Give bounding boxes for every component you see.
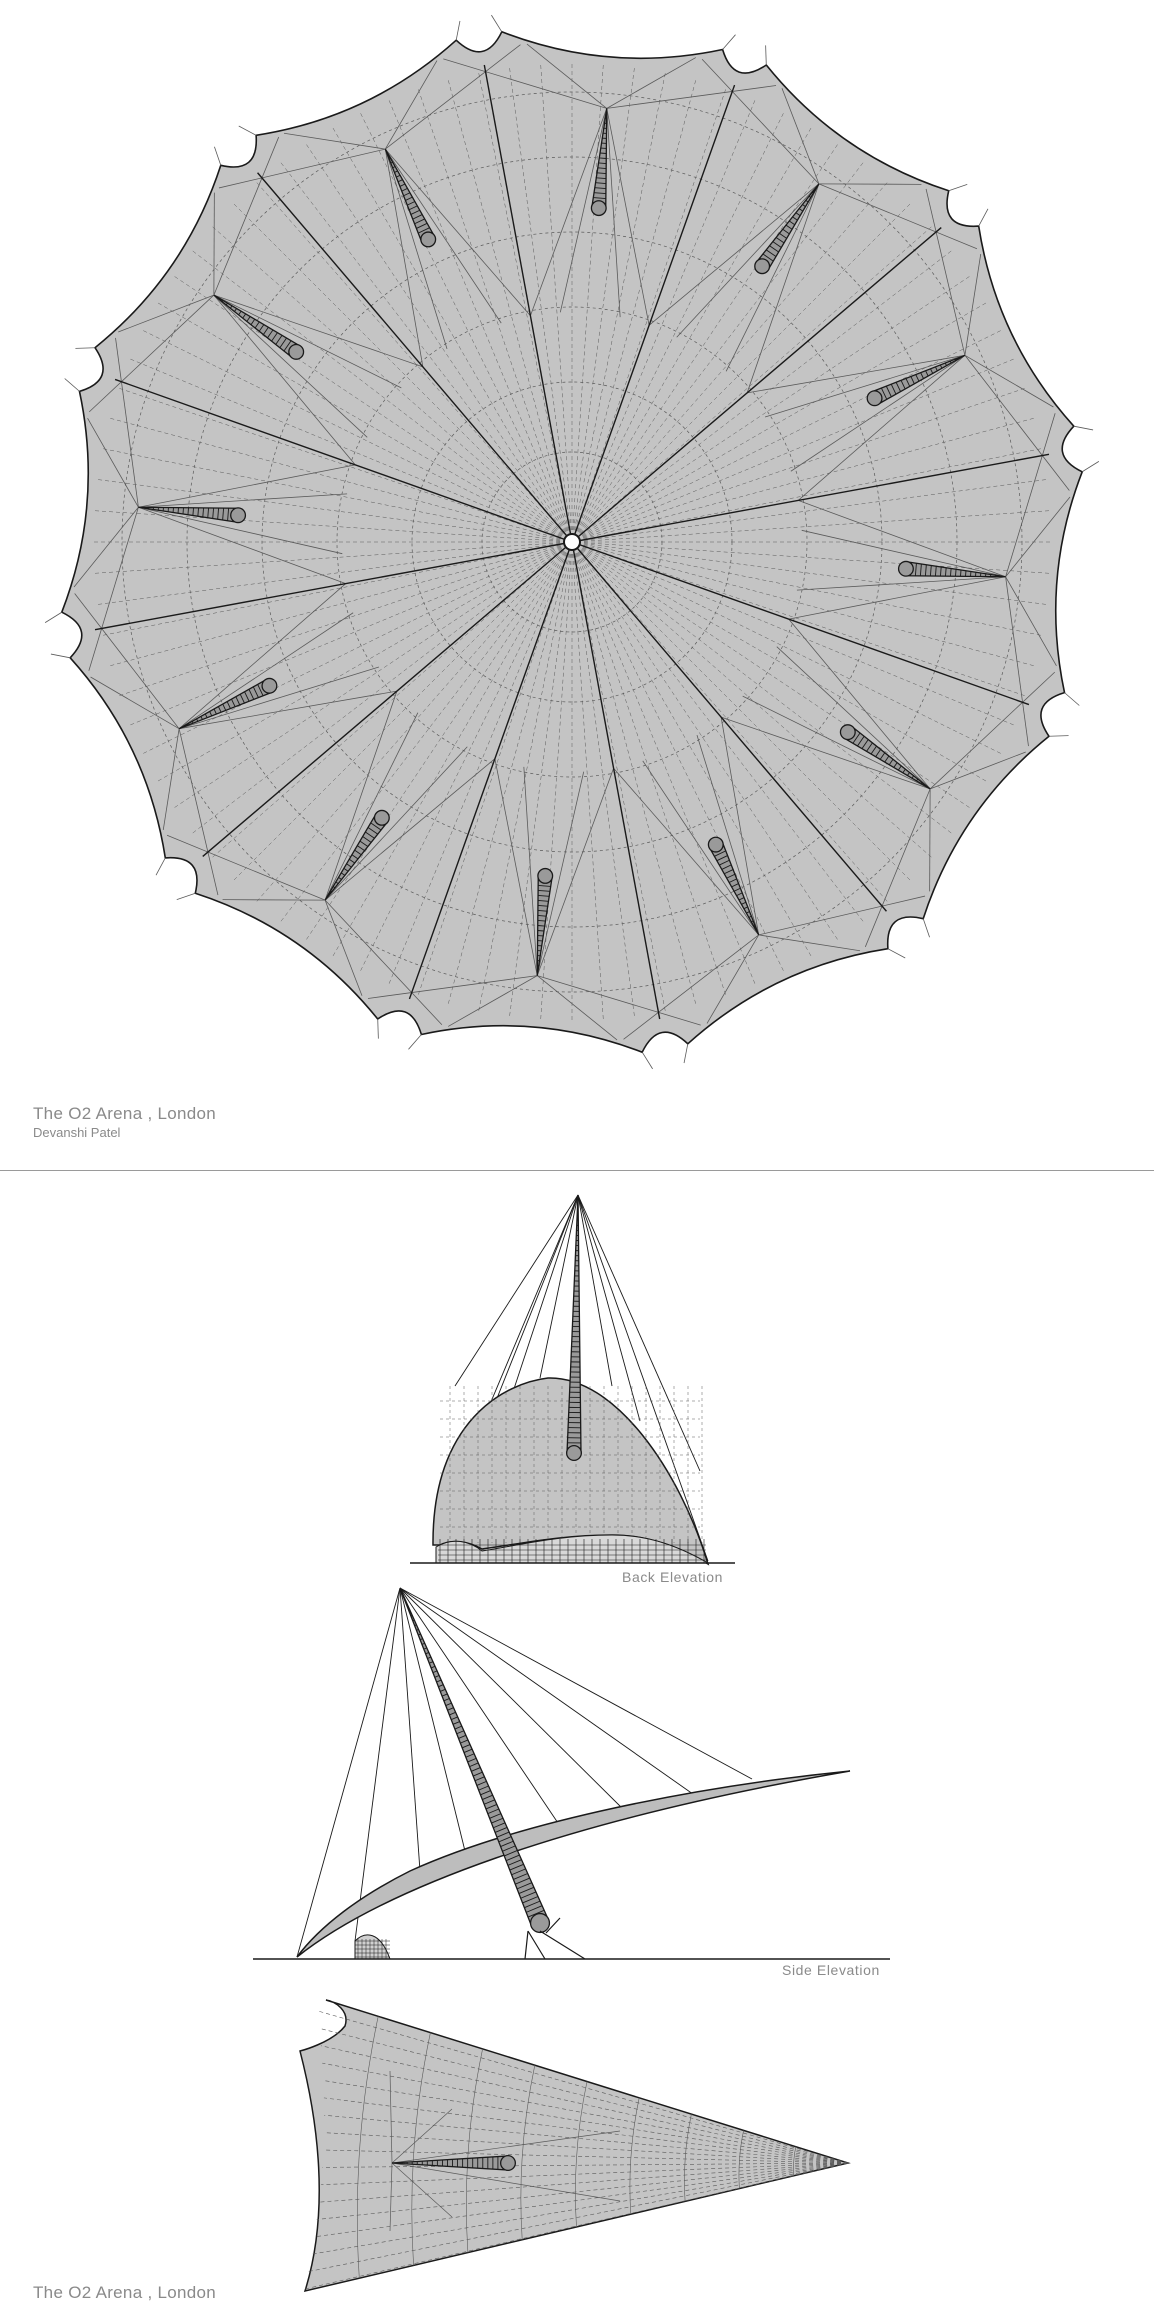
back-cable [455,1195,578,1386]
back-cable [578,1195,612,1386]
side-cable [400,1588,752,1779]
side-elevation-label: Side Elevation [782,1962,880,1978]
elevations-sheet [0,1171,1154,2294]
back-elevation-drawing [410,1195,735,1564]
side-elevation-building [355,1935,390,1959]
side-elevation-drawing [253,1588,890,1959]
footer-title: The O2 Arena , London [33,2283,216,2303]
elevations-drawing [0,1171,1154,2294]
back-elevation-label: Back Elevation [622,1569,723,1585]
side-cable [400,1588,625,1811]
side-elevation-roof [297,1771,850,1957]
back-elevation-mast [567,1195,582,1460]
roof-segment-membrane [300,2000,848,2291]
central-ring [564,534,580,550]
back-mast-body [567,1195,582,1460]
drawing-title: The O2 Arena , London [33,1104,216,1124]
author-name: Devanshi Patel [33,1125,120,1140]
roof-segment-plan [300,2000,848,2291]
